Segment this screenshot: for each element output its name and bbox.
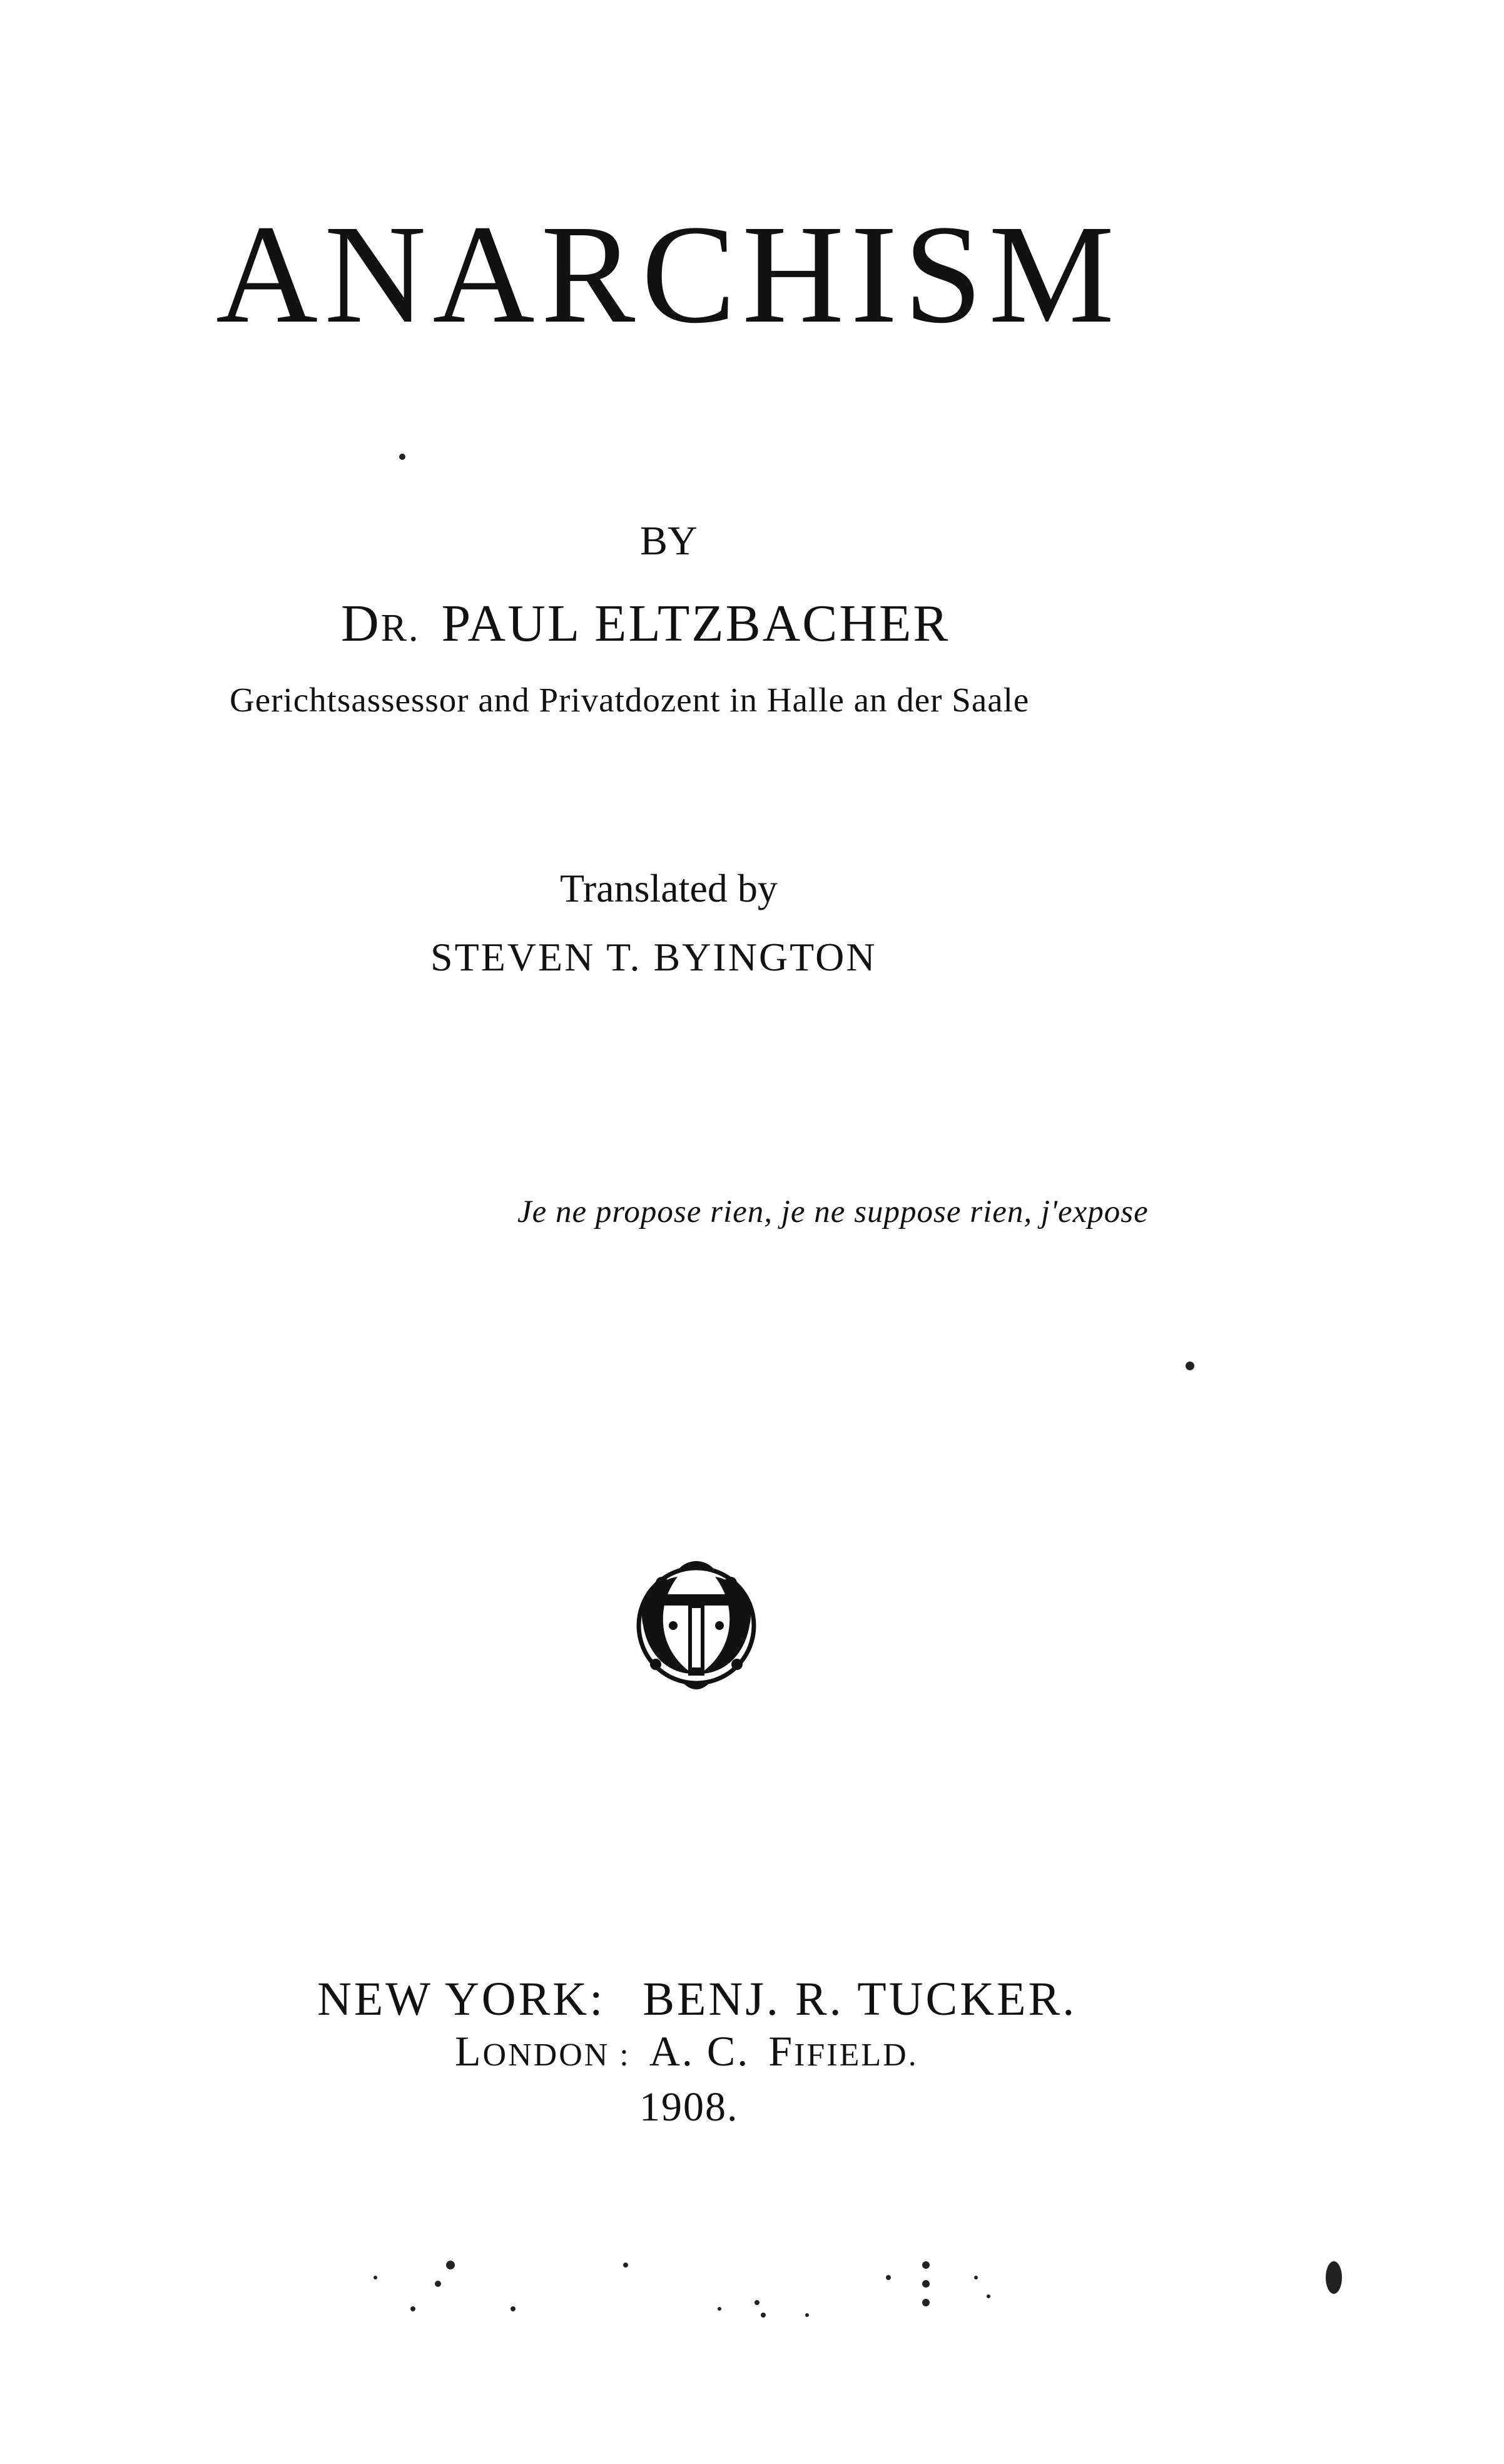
imprint-publisher-fifield-initial: F <box>768 2027 795 2075</box>
imprint-city-new-york: NEW YORK: <box>317 1973 606 2025</box>
author-full-name: PAUL ELTZBACHER <box>441 594 950 653</box>
imprint-london <box>455 2027 918 2075</box>
imprint-new-york <box>317 1975 1077 2023</box>
author-affiliation: Gerichtsassessor and Privatdozent in Halle an der Saale <box>230 681 1030 719</box>
epigraph-motto: Je ne propose rien, je ne suppose rien, j'expose <box>517 1194 1149 1229</box>
imprint-city-london-rest: ONDON : <box>482 2037 631 2073</box>
by-label: BY <box>640 518 698 564</box>
author-honorific-initial: D <box>341 594 381 653</box>
author-honorific-rest: R. <box>380 607 420 649</box>
book-title: ANARCHISM <box>216 196 1121 352</box>
imprint-city-london-initial: L <box>455 2027 483 2075</box>
imprint-publisher-tucker: BENJ. R. TUCKER. <box>643 1973 1077 2025</box>
translator-name: STEVEN T. BYINGTON <box>430 935 877 979</box>
publisher-monogram-icon <box>618 1545 775 1702</box>
imprint-publisher-fifield-rest: IFIELD. <box>794 2037 918 2073</box>
translated-by-label: Translated by <box>560 866 778 910</box>
publication-year: 1908. <box>639 2084 739 2130</box>
author-name <box>341 594 950 653</box>
imprint-publisher-fifield-a: A. C. <box>649 2027 750 2075</box>
